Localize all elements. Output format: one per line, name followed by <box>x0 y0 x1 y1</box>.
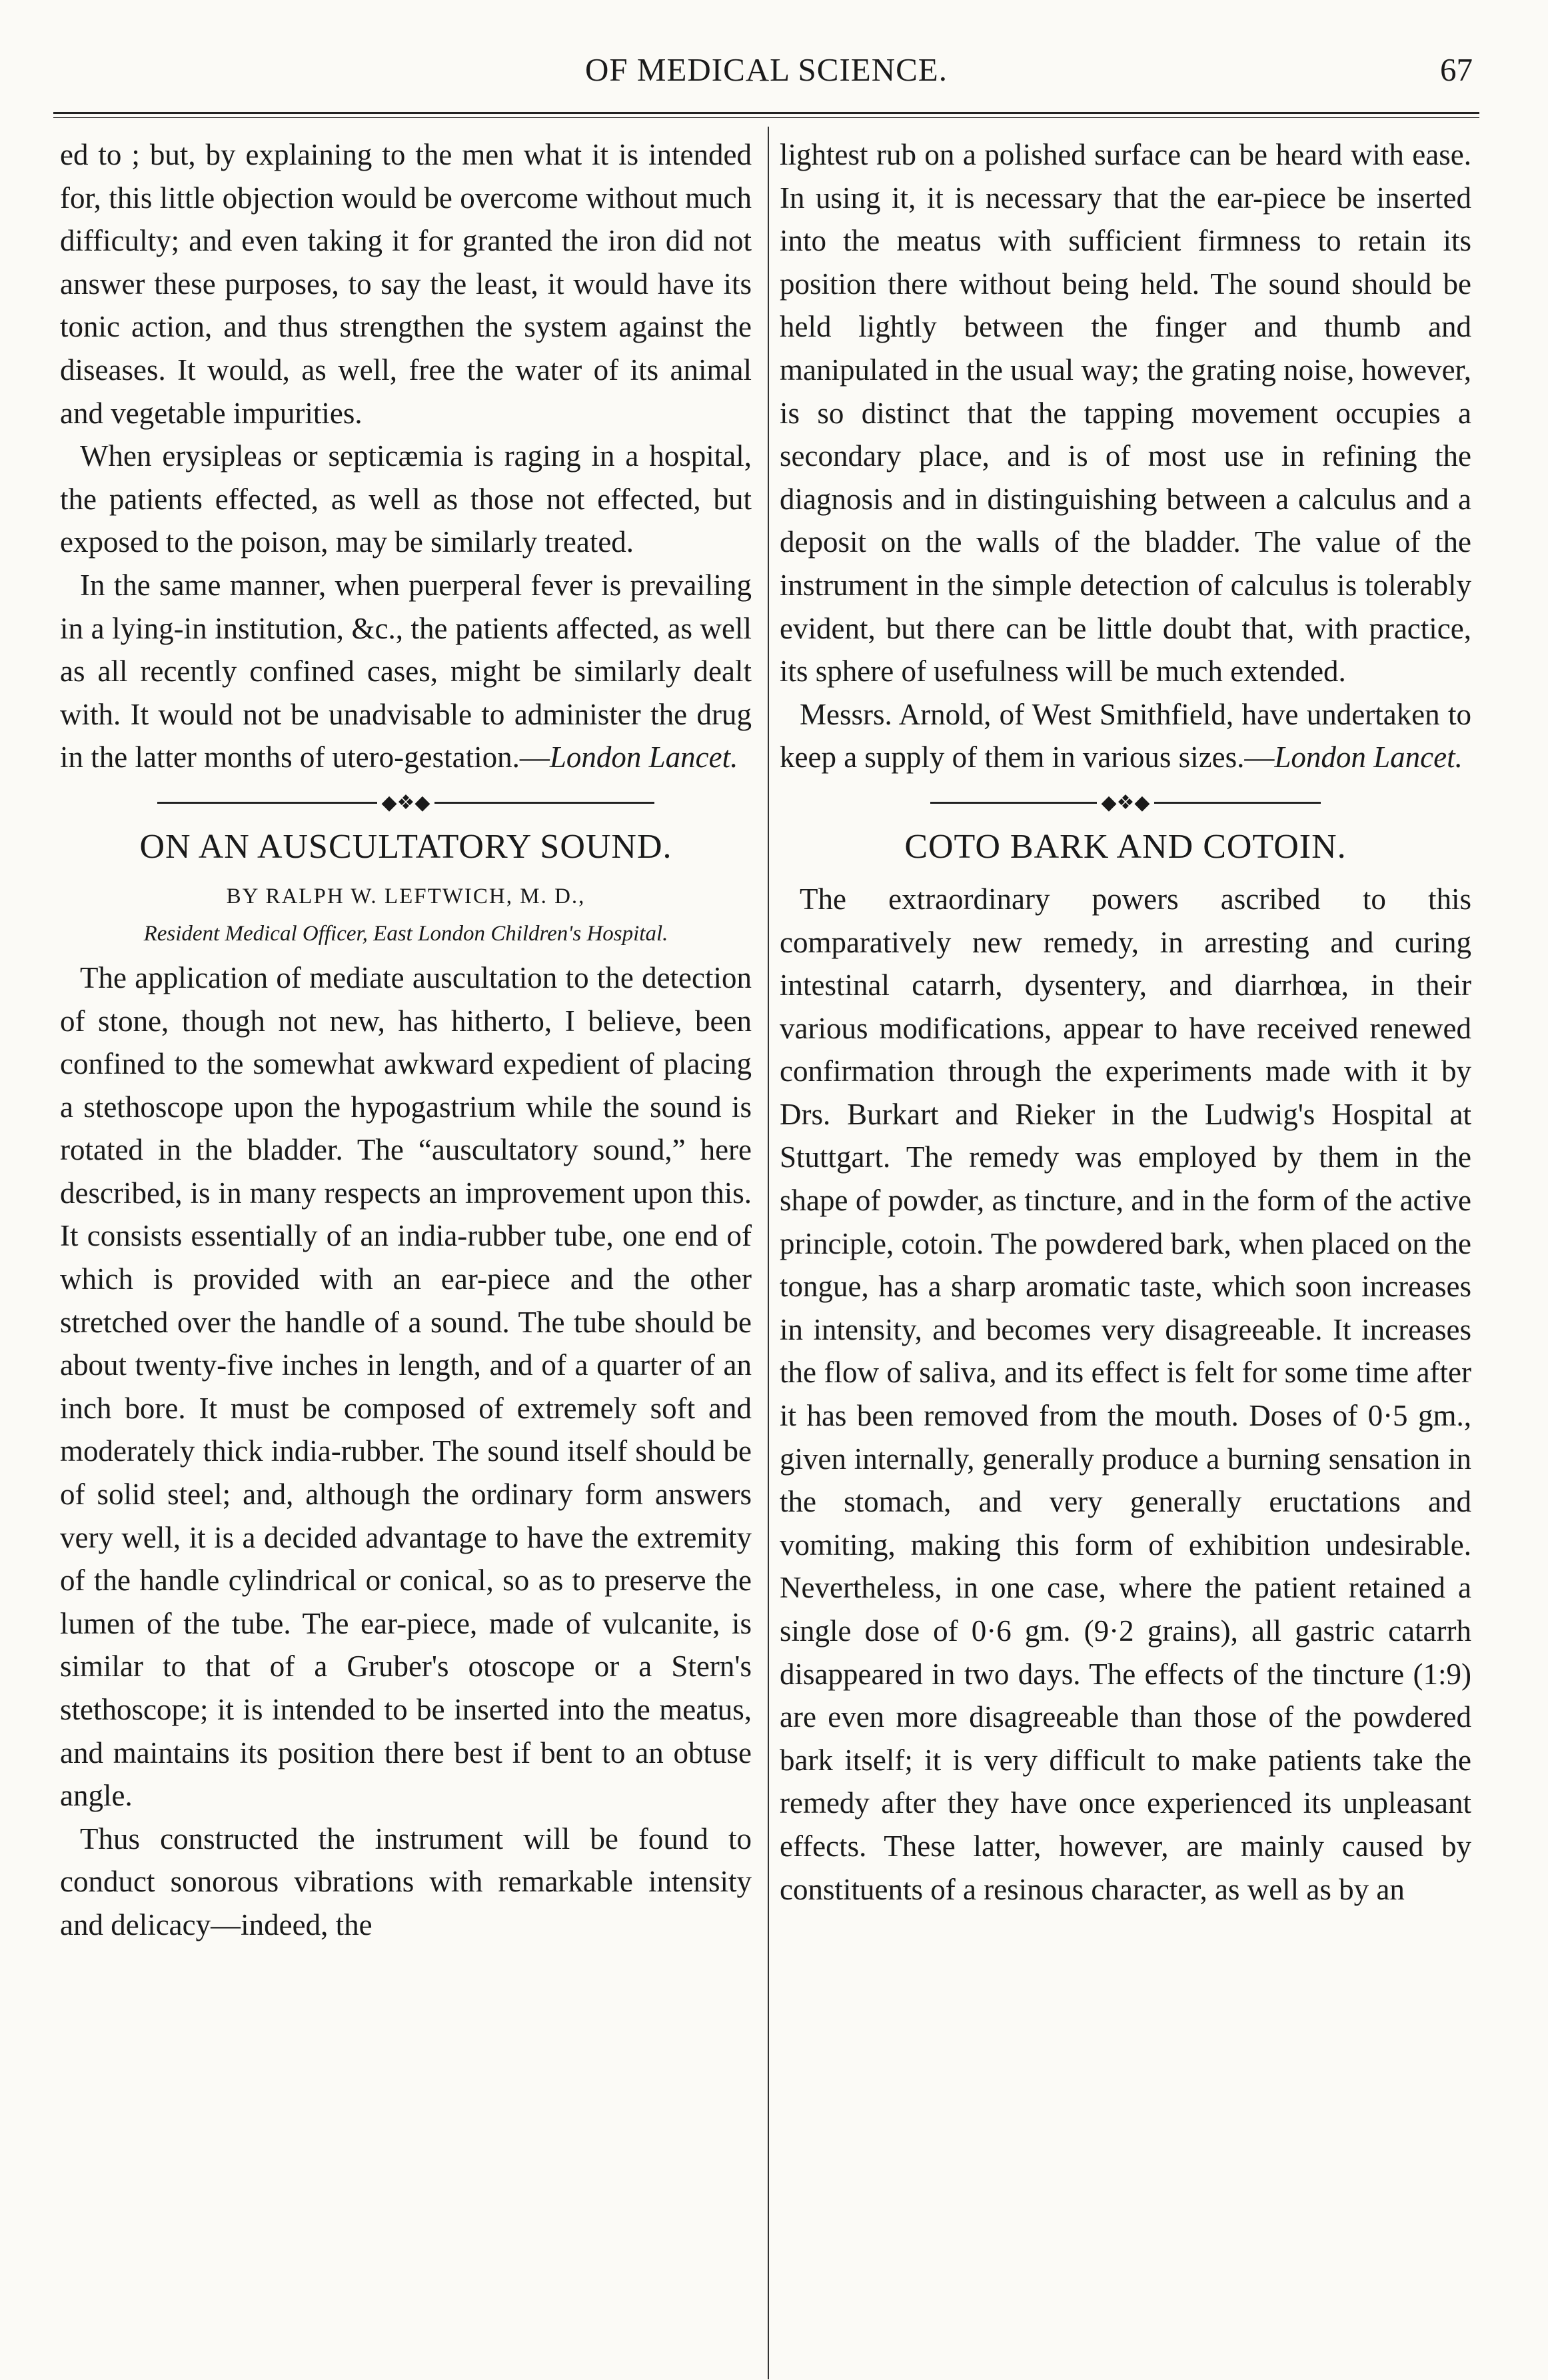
article-title: ON AN AUSCULTATORY SOUND. <box>139 827 672 866</box>
paragraph: The extraordinary powers ascribed to this comparatively new remedy, in arresting and curing intestinal catarrh, dysentery, and diarrhœa, in their various modifications, appear to have received renewed confirmation through the experiments made with it by Drs. Burkart and Rieker in the Ludwig's Hospital at Stuttgart. The remedy was employed by them in the shape of powder, as tincture, and in the form of the active principle, cotoin. The powdered bark, when placed on the tongue, has a sharp aromatic taste, which soon increases in intensity, and becomes very disagreeable. It increases the flow of saliva, and its effect is felt for some time after it has been removed from the mouth. Doses of 0·5 gm., given internally, generally produce a burning sensation in the stomach, and very generally eructations and vomiting, making this form of exhibition undesirable. Nevertheless, in one case, where the patient retained a single dose of 0·6 gm. (9·2 grains), all gastric catarrh disappeared in two days. The effects of the tincture (1:9) are even more disagreeable than those of the powdered bark itself; it is very difficult to make patients take the remedy after they have once experienced its unpleasant effects. These latter, however, are mainly caused by constituents of a resinous character, as well as by an <box>780 882 1471 1906</box>
paragraph: ed to ; but, by explaining to the men what it is intended for, this little objection would be overcome without much difficulty; and even taking it for granted the iron did not answer these purposes, to say the least, it would have its tonic action, and thus strengthen the system against the diseases. It would, as well, free the water of its animal and vegetable impurities. <box>60 138 752 430</box>
paragraph: lightest rub on a polished surface can be heard with ease. In using it, it is necessary that the ear-piece be inserted into the meatus with sufficient firmness to retain its position there without being held. The sound should be held lightly between the finger and thumb and manipulated in the usual way; the grating noise, however, is so distinct that the tapping movement occupies a secondary place, and is of most use in refining the diagnosis and in distinguishing between a calculus and a deposit on the walls of the bladder. The value of the instrument in the simple detection of calculus is tolerably evident, but there can be little doubt that, with practice, its sphere of usefulness will be much extended. <box>780 138 1471 688</box>
page-number: 67 <box>1440 51 1473 88</box>
header-rule <box>53 112 1479 114</box>
source-citation: London Lancet. <box>1274 740 1463 774</box>
column-divider <box>768 127 769 2379</box>
article-title: COTO BARK AND COTOIN. <box>904 827 1347 866</box>
paragraph-text: In the same manner, when puerperal fever is prevailing in a lying-in institution, &c., the patients affected, as well as all recently confined cases, might be similarly dealt with. It would not be unadvisable to administer the drug in the latter months of utero-gestation.— <box>60 568 752 774</box>
header-rule-thin <box>53 117 1479 118</box>
author-affiliation: Resident Medical Officer, East London Children's Hospital. <box>143 921 668 946</box>
ornamental-rule: ◆❖◆ <box>60 796 752 810</box>
author-byline: BY RALPH W. LEFTWICH, M. D., <box>226 884 586 908</box>
paragraph-text: Messrs. Arnold, of West Smithfield, have undertaken to keep a supply of them in various sizes.— <box>780 697 1471 774</box>
source-citation: London Lancet. <box>549 740 738 774</box>
paragraph: Thus constructed the instrument will be found to conduct sonorous vibrations with remarkable intensity and delicacy—indeed, the <box>60 1821 752 1941</box>
paragraph <box>780 693 1471 779</box>
paragraph <box>60 564 752 779</box>
running-title: OF MEDICAL SCIENCE. <box>585 51 948 88</box>
left-column <box>60 133 752 1947</box>
running-header <box>60 47 1473 107</box>
right-column <box>780 133 1471 1911</box>
ornamental-rule: ◆❖◆ <box>780 796 1471 810</box>
paragraph: When erysipleas or septicæmia is raging in a hospital, the patients effected, as well as those not effected, but exposed to the poison, may be similarly treated. <box>60 439 752 559</box>
paragraph: The application of mediate auscultation to the detection of stone, though not new, has hitherto, I believe, been confined to the somewhat awkward expedient of placing a stethoscope upon the hypogastrium while the sound is rotated in the bladder. The “auscultatory sound,” here described, is in many respects an improvement upon this. It consists essentially of an india-rubber tube, one end of which is provided with an ear-piece and the other stretched over the handle of a sound. The tube should be about twenty-five inches in length, and of a quarter of an inch bore. It must be composed of extremely soft and moderately thick india-rubber. The sound itself should be of solid steel; and, although the ordinary form answers very well, it is a decided advantage to have the extremity of the handle cylindrical or conical, so as to preserve the lumen of the tube. The ear-piece, made of vulcanite, is similar to that of a Gruber's otoscope or a Stern's stethoscope; it is intended to be inserted into the meatus, and maintains its position there best if bent to an obtuse angle. <box>60 960 752 1813</box>
